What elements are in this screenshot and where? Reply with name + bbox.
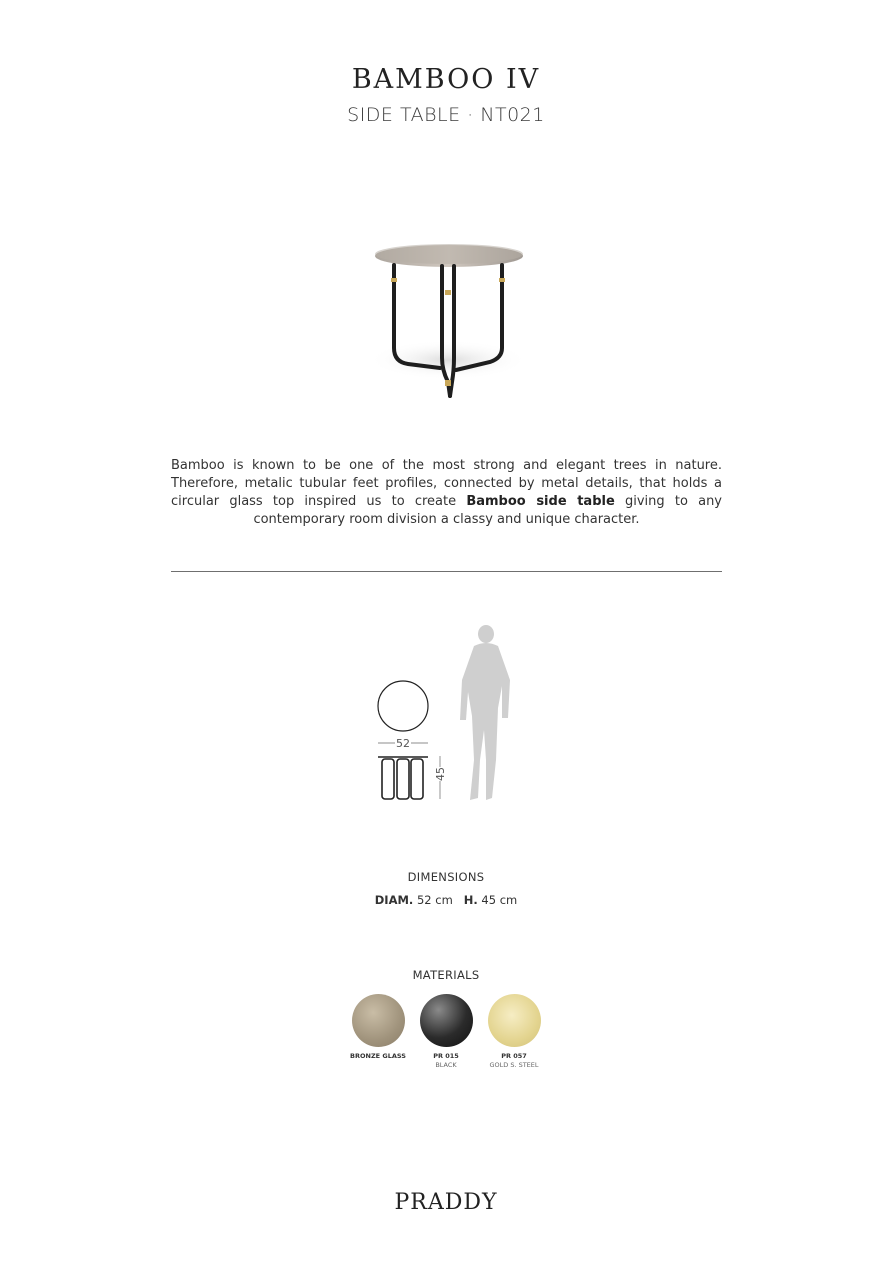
height-key: H. [463,893,478,907]
product-subtitle: SIDE TABLE · NT021 [347,104,545,126]
swatch-bronze-glass [352,994,405,1047]
product-name-highlight: Bamboo side table [466,494,615,509]
product-description: Bamboo is known to be one of the most strong and elegant trees in nature. Therefore, metalic tubular feet profiles, connected by metal details, that holds a circular glass top inspired us to create Bamboo side table giving to any contemporary room division a classy and unique character. [171,458,722,527]
dimensions-values [0,893,892,907]
side-view [378,757,428,799]
diameter-label: 52 [396,737,410,750]
height-label: 45 [434,767,447,781]
human-silhouette [460,625,510,800]
swatch-black [420,994,473,1047]
material-label: PR 057 GOLD S. STEEL [489,1052,539,1069]
material-label: BRONZE GLASS [350,1052,406,1060]
top-view-circle [378,681,428,731]
divider [171,571,722,572]
product-image [362,230,532,410]
diam-value: 52 cm [416,893,453,907]
height-value: 45 cm [481,893,518,907]
material-label: PR 015 BLACK [433,1052,459,1069]
brand-logo: PRADDY [394,1190,498,1215]
swatch-gold-steel [488,994,541,1047]
diam-key: DIAM. [374,893,414,907]
materials-heading: MATERIALS [412,968,480,982]
dimension-drawing [370,620,530,810]
dimensions-heading: DIMENSIONS [407,870,485,884]
product-title: BAMBOO IV [351,64,541,95]
